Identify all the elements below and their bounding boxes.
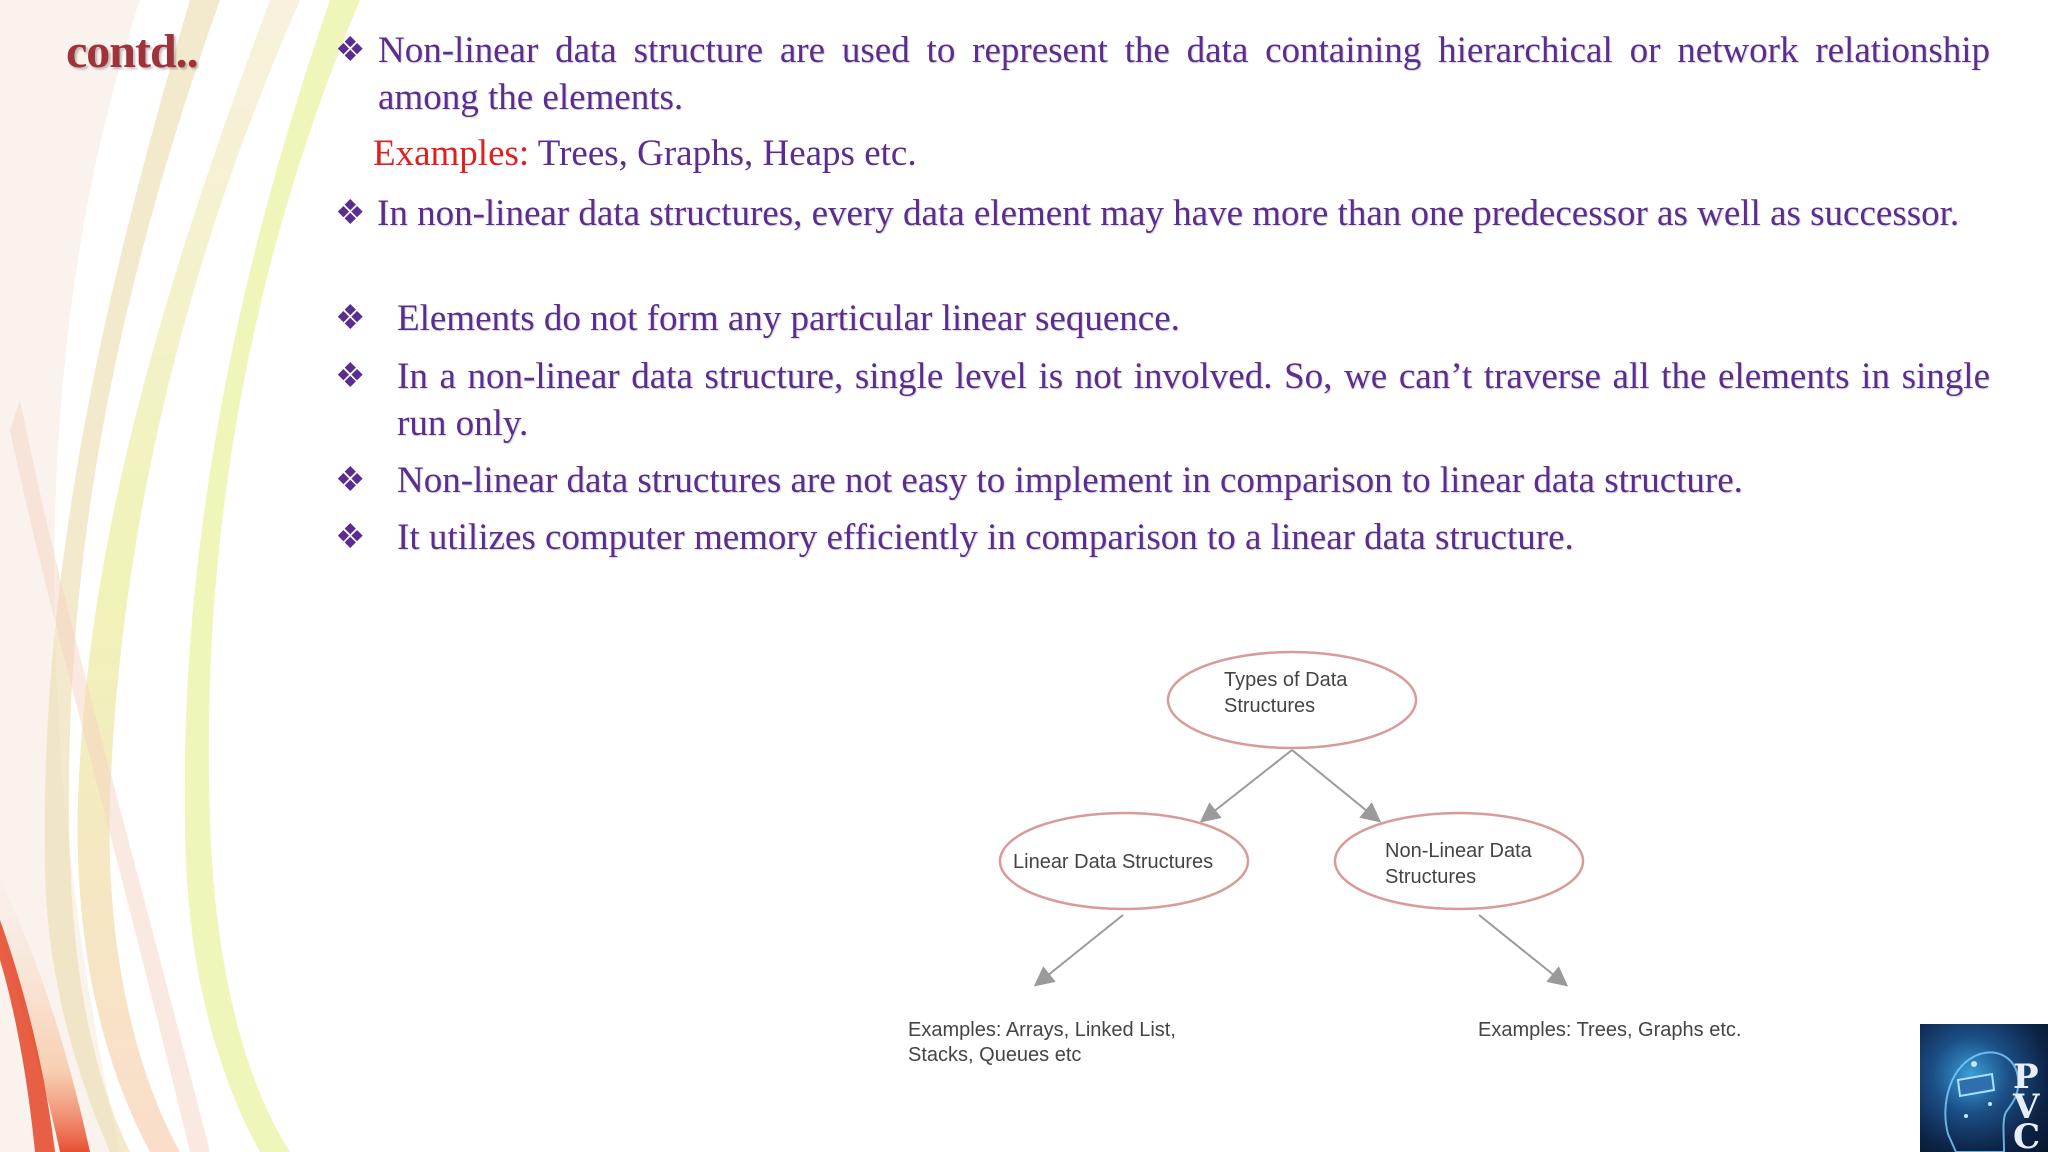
edge-arrow <box>1037 915 1123 984</box>
edge-arrow <box>1292 750 1378 820</box>
root-node-label: Types of Data <box>1224 669 1348 691</box>
linear-examples-text: Examples: Arrays, Linked List, <box>908 1019 1176 1041</box>
examples-text: Trees, Graphs, Heaps etc. <box>529 133 917 174</box>
linear-node-label: Linear Data Structures <box>1013 851 1214 873</box>
root-node-label: Structures <box>1224 695 1316 717</box>
nonlinear-node-label: Structures <box>1385 866 1477 888</box>
logo-icon <box>1920 1024 2048 1152</box>
examples-line <box>373 130 917 177</box>
slide-title: contd.. <box>66 25 198 78</box>
diamond-bullet-icon: ❖ <box>335 358 366 395</box>
examples-label: Examples: <box>373 133 530 174</box>
bullet-item: In non-linear data structures, every data element may have more than one predecessor as well as successor. <box>377 193 1960 234</box>
nonlinear-node-label: Non-Linear Data <box>1385 840 1532 862</box>
diamond-bullet-icon: ❖ <box>335 462 366 499</box>
logo-letters: P V C <box>2012 1057 2040 1152</box>
diamond-bullet-icon: ❖ <box>335 32 366 69</box>
bullet-item: Elements do not form any particular linear sequence. <box>397 298 1180 339</box>
linear-examples-text: Stacks, Queues etc <box>908 1044 1082 1066</box>
diamond-bullet-icon: ❖ <box>335 300 366 337</box>
nonlinear-examples-text: Examples: Trees, Graphs etc. <box>1478 1019 1742 1041</box>
bullet-item: Non-linear data structure are used to represent the data containing hierarchical or network relationship among the elements. <box>378 30 1990 118</box>
bullet-item: It utilizes computer memory efficiently in comparison to a linear data structure. <box>397 517 1574 558</box>
diamond-bullet-icon: ❖ <box>335 519 366 556</box>
edge-arrow <box>1479 915 1565 984</box>
bullet-item: Non-linear data structures are not easy to implement in comparison to linear data structure. <box>397 460 1743 501</box>
diamond-bullet-icon: ❖ <box>335 195 366 232</box>
data-structures-diagram <box>880 640 1780 1080</box>
edge-arrow <box>1203 750 1292 820</box>
bullet-item: In a non-linear data structure, single level is not involved. So, we can’t traverse all the elements in single run only. <box>397 356 1990 444</box>
